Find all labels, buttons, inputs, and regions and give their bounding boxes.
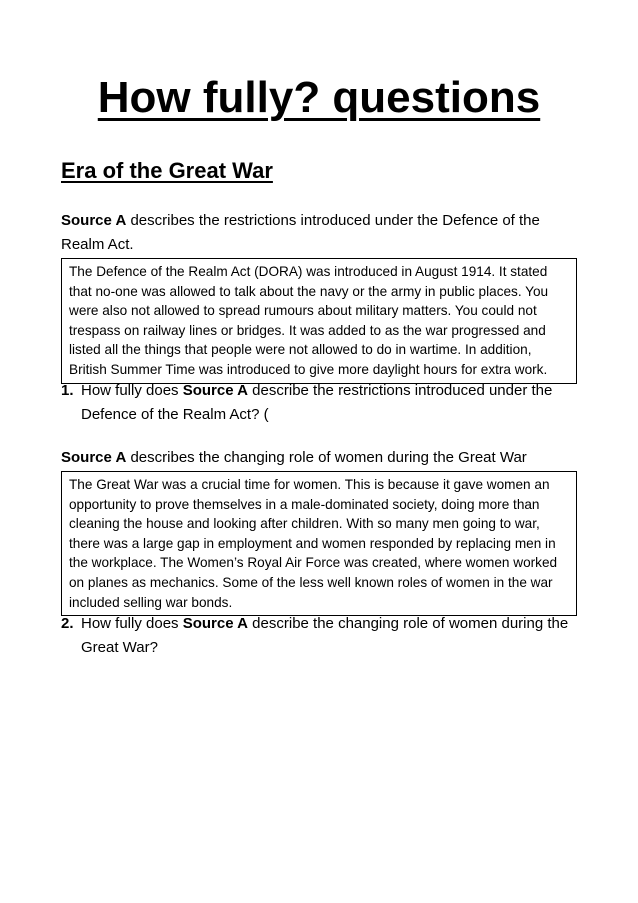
source-box-1: The Defence of the Realm Act (DORA) was introduced in August 1914. It stated that no-one was allowed to talk about the navy or the army in public places. You were also not allowed to spread rumours about military matters. You could not trespass on railway lines or bridges. It was added to as the war progressed and listed all the things that people were not allowed to do in wartime. In addition, British Summer Time was introduced to give more daylight hours for extra work. — [61, 258, 577, 384]
page-title: How fully? questions — [97, 73, 541, 122]
source-intro-1 — [61, 209, 581, 257]
source-box-2: The Great War was a crucial time for women. This is because it gave women an opportunity to prove themselves in a male-dominated society, doing more than cleaning the house and looking after children. With so many men going to war, there was a large gap in employment and women responded by replacing men in the workplace. The Women’s Royal Air Force was created, where women worked on planes as mechanics. Some of the less well known roles of women in the war included selling war bonds. — [61, 471, 577, 616]
question-number: 1. — [61, 382, 74, 399]
question-1 — [61, 379, 581, 427]
question-2 — [61, 612, 581, 660]
question-text: How fully does Source A describe the changing role of women during the Great War? — [81, 615, 569, 656]
question-number: 2. — [61, 615, 74, 632]
source-intro-2 — [61, 446, 581, 470]
source-label: Source A — [182, 615, 249, 632]
source-label: Source A — [182, 382, 249, 399]
section-heading: Era of the Great War — [61, 158, 273, 183]
source-label: Source A — [61, 449, 127, 466]
source-intro-text: describes the restrictions introduced under the Defence of the Realm Act. — [61, 212, 540, 253]
source-label: Source A — [61, 212, 127, 229]
question-text: How fully does Source A describe the restrictions introduced under the Defence of the Realm Act? ( — [81, 382, 553, 423]
source-intro-text: describes the changing role of women during the Great War — [126, 449, 527, 466]
